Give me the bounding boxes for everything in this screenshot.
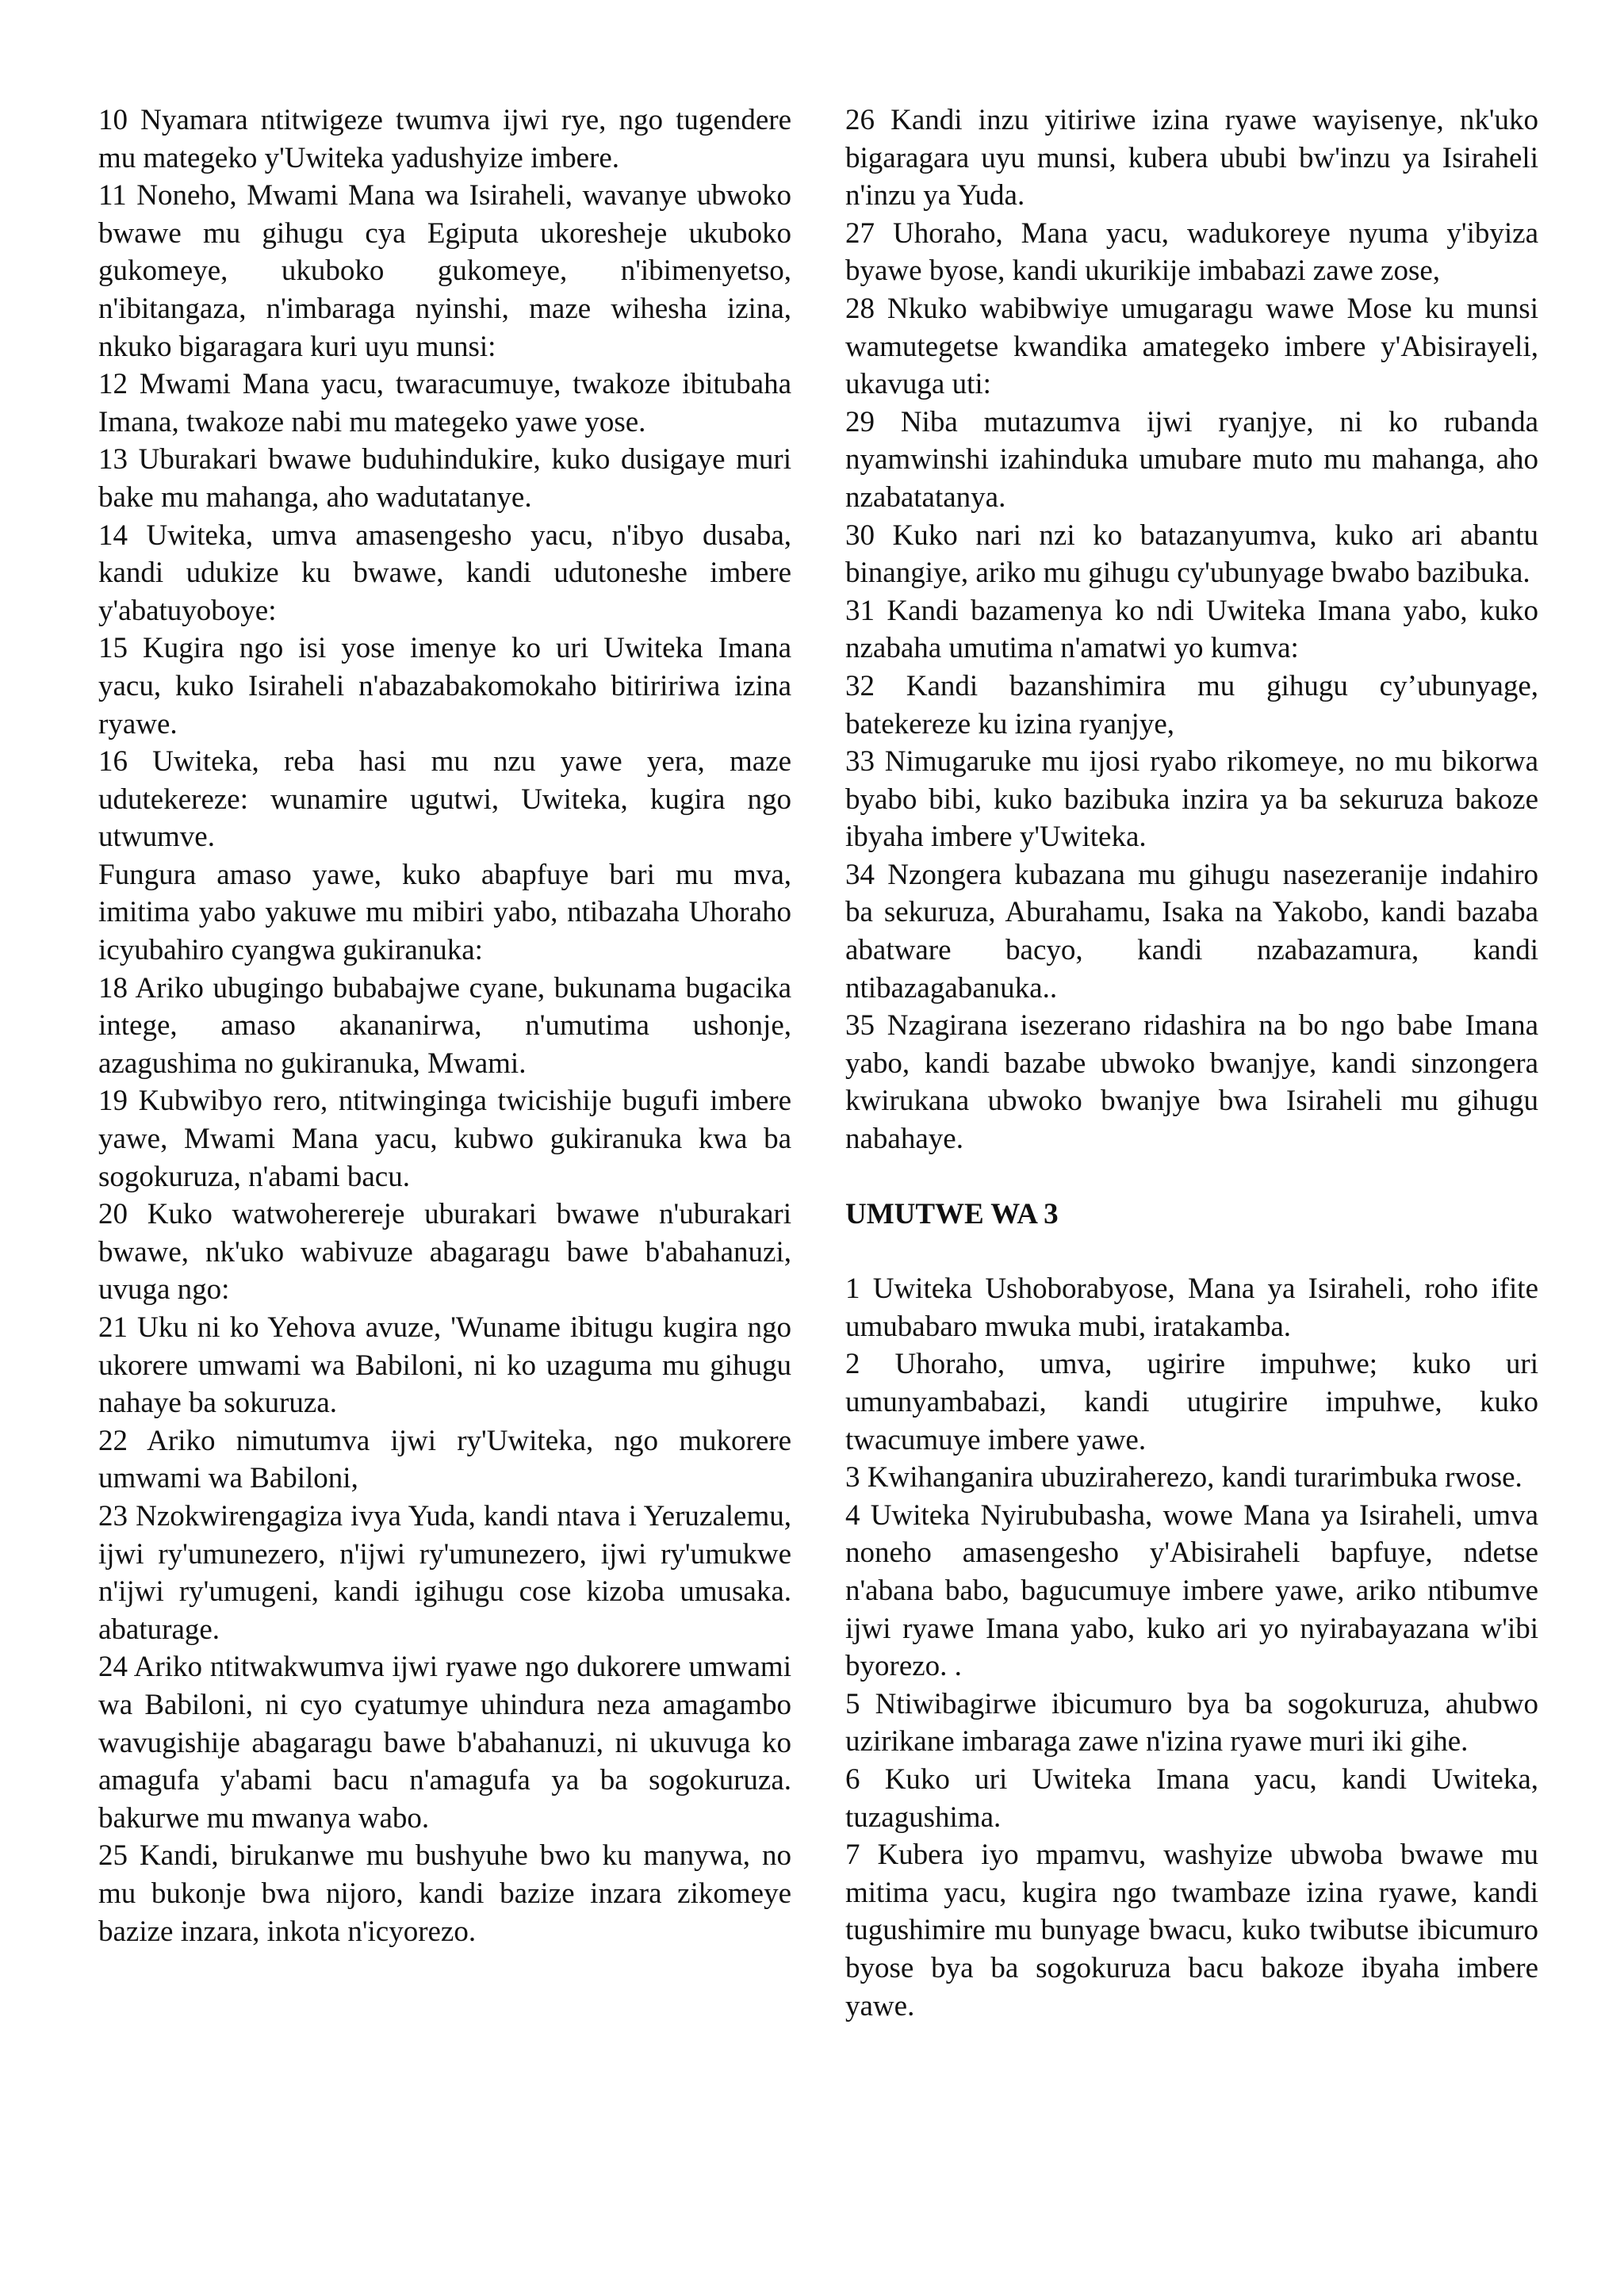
verse: 5 Ntiwibagirwe ibicumuro bya ba sogokuruza, ahubwo uzirikane imbaraga zawe n'izina ryawe muri iki gihe. <box>845 1687 1538 1758</box>
verse: 31 Kandi bazamenya ko ndi Uwiteka Imana yabo, kuko nzabaha umutima n'amatwi yo kumva: <box>845 594 1538 665</box>
verse: 27 Uhoraho, Mana yacu, wadukoreye nyuma y'ibyiza byawe byose, kandi ukurikije imbabazi zawe zose, <box>845 216 1538 288</box>
verse: 11 Noneho, Mwami Mana wa Isiraheli, wavanye ubwoko bwawe mu gihugu cya Egiputa ukoresheje ukuboko gukomeye, ukuboko gukomeye, n'ibimenyetso, n'ibitangaza, n'imbaraga nyinshi, maze wihesha izina, nkuko bigaragara kuri uyu munsi: <box>98 179 791 363</box>
verse: 20 Kuko watwoherereje uburakari bwawe n'uburakari bwawe, nk'uko wabivuze abagaragu bawe b'abahanuzi, uvuga ngo: <box>98 1198 791 1307</box>
verse: 6 Kuko uri Uwiteka Imana yacu, kandi Uwiteka, tuzagushima. <box>845 1762 1538 1834</box>
verse: 16 Uwiteka, reba hasi mu nzu yawe yera, maze udutekereze: wunamire ugutwi, Uwiteka, kugira ngo utwumve. <box>98 745 791 854</box>
verse: 13 Uburakari bwawe buduhindukire, kuko dusigaye muri bake mu mahanga, aho wadutatanye. <box>98 443 791 514</box>
chapter-heading: UMUTWE WA 3 <box>845 1197 1059 1230</box>
verse: 4 Uwiteka Nyirububasha, wowe Mana ya Isiraheli, umva noneho amasengesho y'Abisiraheli bapfuye, ndetse n'abana babo, bagucumuye imbere yawe, ariko ntibumve ijwi ryawe Imana yabo, kuko ari yo nyirabayazana w'ibi byorezo. . <box>845 1498 1538 1683</box>
verse: 30 Kuko nari nzi ko batazanyumva, kuko ari abantu binangiye, ariko mu gihugu cy'ubunyage bwabo bazibuka. <box>845 519 1538 590</box>
verse: 10 Nyamara ntitwigeze twumva ijwi rye, ngo tugendere mu mategeko y'Uwiteka yadushyize imbere. <box>98 104 791 174</box>
verse: 33 Nimugaruke mu ijosi ryabo rikomeye, no mu bikorwa byabo bibi, kuko bazibuka inzira ya ba sekuruza bakoze ibyaha imbere y'Uwiteka. <box>845 745 1538 854</box>
verse: 2 Uhoraho, umva, ugirire impuhwe; kuko uri umunyambabazi, kandi utugirire impuhwe, kuko twacumuye imbere yawe. <box>845 1348 1538 1456</box>
verse: 15 Kugira ngo isi yose imenye ko uri Uwiteka Imana yacu, kuko Isiraheli n'abazabakomokaho bitiririwa izina ryawe. <box>98 632 791 740</box>
verse: 29 Niba mutazumva ijwi ryanjye, ni ko rubanda nyamwinshi izahinduka umubare muto mu mahanga, aho nzabatatanya. <box>845 405 1538 514</box>
verse: 7 Kubera iyo mpamvu, washyize ubwoba bwawe mu mitima yacu, kugira ngo twambaze izina ryawe, kandi tugushimire mu bunyage bwacu, kuko twibutse ibicumuro byose bya ba sogokuruza bacu bakoze ibyaha imbere yawe. <box>845 1839 1538 2022</box>
verse: 34 Nzongera kubazana mu gihugu nasezeranije indahiro ba sekuruza, Aburahamu, Isaka na Yakobo, kandi bazaba abatware bacyo, kandi nzabazamura, kandi ntibazagabanuka.. <box>845 858 1538 1004</box>
verse: 24 Ariko ntitwakwumva ijwi ryawe ngo dukorere umwami wa Babiloni, ni cyo cyatumye uhindura neza amagambo wavugishije abagaragu bawe b'abahanuzi, ni ukuvuga ko amagufa y'abami bacu n'amagufa ya ba sogokuruza. bakurwe mu mwanya wabo. <box>98 1651 791 1835</box>
verse: 28 Nkuko wabibwiye umugaragu wawe Mose ku munsi wamutegetse kwandika amategeko imbere y'Abisirayeli, ukavuga uti: <box>845 292 1538 401</box>
verse: 22 Ariko nimutumva ijwi ry'Uwiteka, ngo mukorere umwami wa Babiloni, <box>98 1424 791 1495</box>
verse: 23 Nzokwirengagiza ivya Yuda, kandi ntava i Yeruzalemu, ijwi ry'umunezero, n'ijwi ry'umunezero, ijwi ry'umukwe n'ijwi ry'umugeni, kandi igihugu cose kizoba umusaka. abaturage. <box>98 1499 791 1646</box>
verse: 26 Kandi inzu yitiriwe izina ryawe wayisenye, nk'uko bigaragara uyu munsi, kubera ububi bw'inzu ya Isiraheli n'inzu ya Yuda. <box>845 104 1538 212</box>
verse: 19 Kubwibyo rero, ntitwinginga twicishije bugufi imbere yawe, Mwami Mana yacu, kubwo gukiranuka kwa ba sogokuruza, n'abami bacu. <box>98 1085 791 1193</box>
verse: 18 Ariko ubugingo bubabajwe cyane, bukunama bugacika intege, amaso akananirwa, n'umutima ushonje, azagushima no gukiranuka, Mwami. <box>98 971 791 1080</box>
verse: 25 Kandi, birukanwe mu bushyuhe bwo ku manywa, no mu bukonje bwa nijoro, kandi bazize inzara zikomeye bazize inzara, inkota n'icyorezo. <box>98 1839 791 1948</box>
verse: 32 Kandi bazanshimira mu gihugu cy’ubunyage, batekereze ku izina ryanjye, <box>845 669 1538 740</box>
left-column <box>98 101 791 1950</box>
verse: 3 Kwihanganira ubuziraherezo, kandi turarimbuka rwose. <box>845 1461 1522 1494</box>
verse: Fungura amaso yawe, kuko abapfuye bari mu mva, imitima yabo yakuwe mu mibiri yabo, ntibazaha Uhoraho icyubahiro cyangwa gukiranuka: <box>98 858 791 967</box>
verse: 35 Nzagirana isezerano ridashira na bo ngo babe Imana yabo, kandi bazabe ubwoko bwanjye, kandi sinzongera kwirukana ubwoko bwanjye bwa Isiraheli mu gihugu nabahaye. <box>845 1009 1538 1156</box>
verse: 14 Uwiteka, umva amasengesho yacu, n'ibyo dusaba, kandi udukize ku bwawe, kandi udutoneshe imbere y'abatuyoboye: <box>98 519 791 627</box>
verse: 12 Mwami Mana yacu, twaracumuye, twakoze ibitubaha Imana, twakoze nabi mu mategeko yawe yose. <box>98 368 791 438</box>
verse: 1 Uwiteka Ushoborabyose, Mana ya Isiraheli, roho ifite umubabaro mwuka mubi, iratakamba. <box>845 1272 1538 1343</box>
right-column <box>845 101 1538 2025</box>
verse: 21 Uku ni ko Yehova avuze, 'Wuname ibitugu kugira ngo ukorere umwami wa Babiloni, ni ko uzaguma mu gihugu nahaye ba sokuruza. <box>98 1311 791 1420</box>
